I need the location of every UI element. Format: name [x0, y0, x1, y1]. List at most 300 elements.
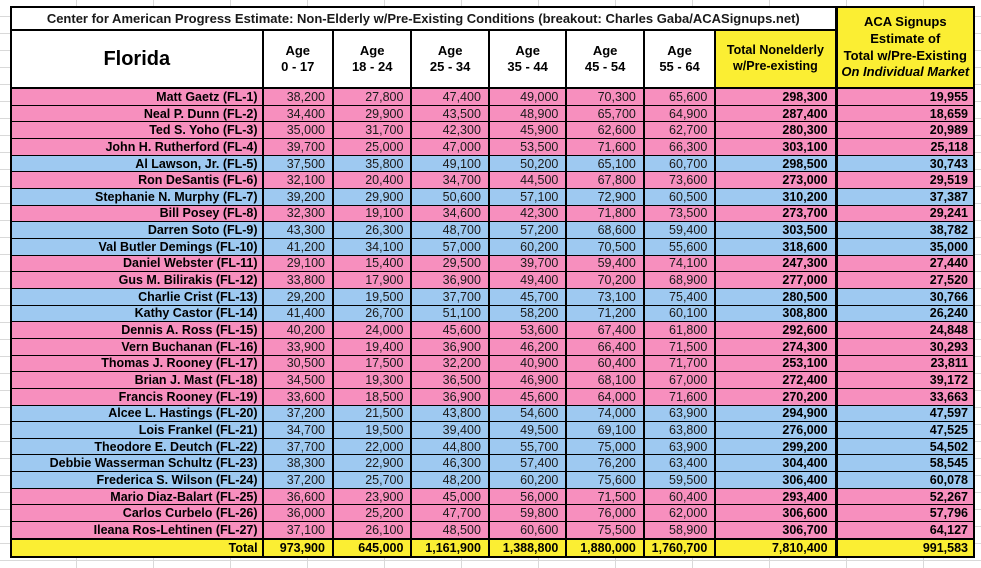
- age-value-cell[interactable]: 22,000: [333, 438, 411, 455]
- age-value-cell[interactable]: 67,400: [566, 322, 643, 339]
- age-value-cell[interactable]: 34,700: [411, 172, 488, 189]
- age-header-0-17[interactable]: [263, 30, 333, 88]
- age-value-cell[interactable]: 74,100: [644, 255, 715, 272]
- district-name-cell[interactable]: Brian J. Mast (FL-18): [11, 372, 263, 389]
- age-value-cell[interactable]: 32,300: [263, 205, 333, 222]
- age-value-cell[interactable]: 45,000: [411, 488, 488, 505]
- aca-value-cell[interactable]: 47,597: [836, 405, 974, 422]
- age-range: 35 - 44: [507, 59, 548, 74]
- age-value-cell[interactable]: 25,000: [333, 139, 411, 156]
- age-value-cell[interactable]: 71,200: [566, 305, 643, 322]
- age-value-cell[interactable]: 75,500: [566, 522, 643, 539]
- age-value-cell[interactable]: 60,400: [644, 488, 715, 505]
- age-value-cell[interactable]: 32,200: [411, 355, 488, 372]
- aca-value-cell[interactable]: 39,172: [836, 372, 974, 389]
- total-value-cell[interactable]: 273,000: [715, 172, 836, 189]
- age-total-cell[interactable]: 973,900: [263, 539, 333, 557]
- age-value-cell[interactable]: 49,400: [489, 272, 566, 289]
- age-header-45-54[interactable]: [566, 30, 643, 88]
- district-name-cell[interactable]: Theodore E. Deutch (FL-22): [11, 438, 263, 455]
- age-value-cell[interactable]: 54,600: [489, 405, 566, 422]
- total-value-cell[interactable]: 306,600: [715, 505, 836, 522]
- aca-value-cell[interactable]: 25,118: [836, 139, 974, 156]
- age-value-cell[interactable]: 37,200: [263, 405, 333, 422]
- age-value-cell[interactable]: 48,900: [489, 105, 566, 122]
- age-value-cell[interactable]: 35,000: [263, 122, 333, 139]
- age-value-cell[interactable]: 60,600: [489, 522, 566, 539]
- district-name-cell[interactable]: Dennis A. Ross (FL-15): [11, 322, 263, 339]
- district-name-cell[interactable]: Darren Soto (FL-9): [11, 222, 263, 239]
- table-row: [11, 255, 974, 272]
- age-label: Age: [359, 42, 385, 58]
- age-value-cell[interactable]: 64,000: [566, 388, 643, 405]
- age-value-cell[interactable]: 62,600: [566, 122, 643, 139]
- age-value-cell[interactable]: 47,000: [411, 139, 488, 156]
- total-label-cell[interactable]: Total: [11, 539, 263, 557]
- age-value-cell[interactable]: 26,100: [333, 522, 411, 539]
- age-header-25-34[interactable]: [411, 30, 488, 88]
- total-value-cell[interactable]: 273,700: [715, 205, 836, 222]
- total-value-cell[interactable]: 306,400: [715, 472, 836, 489]
- age-value-cell[interactable]: 43,500: [411, 105, 488, 122]
- total-value-cell[interactable]: 308,800: [715, 305, 836, 322]
- aca-value-cell[interactable]: 19,955: [836, 88, 974, 105]
- aca-header-italic-line: On Individual Market: [841, 64, 970, 80]
- age-value-cell[interactable]: 76,200: [566, 455, 643, 472]
- age-range: 45 - 54: [584, 59, 626, 74]
- age-value-cell[interactable]: 34,500: [263, 372, 333, 389]
- age-value-cell[interactable]: 73,100: [566, 288, 643, 305]
- age-value-cell[interactable]: 45,600: [411, 322, 488, 339]
- district-name-cell[interactable]: Mario Diaz-Balart (FL-25): [11, 488, 263, 505]
- age-value-cell[interactable]: 25,200: [333, 505, 411, 522]
- age-value-cell[interactable]: 73,600: [644, 172, 715, 189]
- aca-header-line: Total w/Pre-Existing: [843, 47, 967, 63]
- age-value-cell[interactable]: 58,900: [644, 522, 715, 539]
- age-value-cell[interactable]: 60,200: [489, 238, 566, 255]
- total-value-cell[interactable]: 304,400: [715, 455, 836, 472]
- aca-value-cell[interactable]: 60,078: [836, 472, 974, 489]
- table-row: [11, 388, 974, 405]
- aca-value-cell[interactable]: 18,659: [836, 105, 974, 122]
- age-value-cell[interactable]: 60,700: [644, 155, 715, 172]
- age-value-cell[interactable]: 36,900: [411, 388, 488, 405]
- age-value-cell[interactable]: 63,400: [644, 455, 715, 472]
- age-value-cell[interactable]: 50,600: [411, 188, 488, 205]
- district-name-cell[interactable]: Al Lawson, Jr. (FL-5): [11, 155, 263, 172]
- aca-value-cell[interactable]: 38,782: [836, 222, 974, 239]
- age-header-35-44[interactable]: [489, 30, 566, 88]
- district-name-cell[interactable]: Stephanie N. Murphy (FL-7): [11, 188, 263, 205]
- total-value-cell[interactable]: 299,200: [715, 438, 836, 455]
- age-value-cell[interactable]: 46,300: [411, 455, 488, 472]
- age-value-cell[interactable]: 71,600: [566, 139, 643, 156]
- table-title[interactable]: Center for American Progress Estimate: Non-Elderly w/Pre-Existing Conditions (breakout: Charles Gaba/ACASignups.net): [11, 7, 836, 30]
- age-value-cell[interactable]: 74,000: [566, 405, 643, 422]
- age-value-cell[interactable]: 46,200: [489, 338, 566, 355]
- age-value-cell[interactable]: 41,200: [263, 238, 333, 255]
- district-name-cell[interactable]: Frederica S. Wilson (FL-24): [11, 472, 263, 489]
- age-value-cell[interactable]: 48,200: [411, 472, 488, 489]
- age-value-cell[interactable]: 36,500: [411, 372, 488, 389]
- aca-value-cell[interactable]: 20,989: [836, 122, 974, 139]
- total-value-cell[interactable]: 303,100: [715, 139, 836, 156]
- aca-value-cell[interactable]: 27,440: [836, 255, 974, 272]
- age-value-cell[interactable]: 69,100: [566, 422, 643, 439]
- age-value-cell[interactable]: 68,600: [566, 222, 643, 239]
- age-value-cell[interactable]: 19,500: [333, 288, 411, 305]
- age-value-cell[interactable]: 51,100: [411, 305, 488, 322]
- district-name-cell[interactable]: Bill Posey (FL-8): [11, 205, 263, 222]
- age-value-cell[interactable]: 50,200: [489, 155, 566, 172]
- district-name-cell[interactable]: Matt Gaetz (FL-1): [11, 88, 263, 105]
- age-value-cell[interactable]: 65,600: [644, 88, 715, 105]
- district-name-cell[interactable]: Val Butler Demings (FL-10): [11, 238, 263, 255]
- age-value-cell[interactable]: 34,400: [263, 105, 333, 122]
- district-name-cell[interactable]: Ileana Ros-Lehtinen (FL-27): [11, 522, 263, 539]
- age-value-cell[interactable]: 23,900: [333, 488, 411, 505]
- spreadsheet-table: [10, 6, 975, 558]
- total-value-cell[interactable]: 276,000: [715, 422, 836, 439]
- age-value-cell[interactable]: 38,200: [263, 88, 333, 105]
- table-row: [11, 338, 974, 355]
- district-name-cell[interactable]: Lois Frankel (FL-21): [11, 422, 263, 439]
- age-value-cell[interactable]: 61,800: [644, 322, 715, 339]
- district-name-cell[interactable]: Charlie Crist (FL-13): [11, 288, 263, 305]
- district-name-cell[interactable]: Debbie Wasserman Schultz (FL-23): [11, 455, 263, 472]
- table-row: [11, 438, 974, 455]
- age-label: Age: [667, 42, 692, 58]
- age-value-cell[interactable]: 25,700: [333, 472, 411, 489]
- table-row: [11, 288, 974, 305]
- district-name-cell[interactable]: Gus M. Bilirakis (FL-12): [11, 272, 263, 289]
- aca-value-cell[interactable]: 24,848: [836, 322, 974, 339]
- age-value-cell[interactable]: 26,300: [333, 222, 411, 239]
- table-row: [11, 405, 974, 422]
- age-value-cell[interactable]: 39,200: [263, 188, 333, 205]
- age-value-cell[interactable]: 33,900: [263, 338, 333, 355]
- age-value-cell[interactable]: 37,700: [411, 288, 488, 305]
- age-value-cell[interactable]: 27,800: [333, 88, 411, 105]
- total-header-line: Total Nonelderly: [726, 43, 824, 58]
- age-value-cell[interactable]: 59,500: [644, 472, 715, 489]
- aca-value-cell[interactable]: 58,545: [836, 455, 974, 472]
- age-header-18-24[interactable]: [333, 30, 411, 88]
- age-value-cell[interactable]: 57,200: [489, 222, 566, 239]
- age-value-cell[interactable]: 71,700: [644, 355, 715, 372]
- aca-value-cell[interactable]: 30,766: [836, 288, 974, 305]
- total-value-cell[interactable]: 298,500: [715, 155, 836, 172]
- age-value-cell[interactable]: 36,000: [263, 505, 333, 522]
- age-value-cell[interactable]: 29,200: [263, 288, 333, 305]
- total-value-cell[interactable]: 293,400: [715, 488, 836, 505]
- age-value-cell[interactable]: 60,100: [644, 305, 715, 322]
- age-value-cell[interactable]: 33,600: [263, 388, 333, 405]
- table-row: [11, 372, 974, 389]
- district-name-cell[interactable]: Daniel Webster (FL-11): [11, 255, 263, 272]
- age-value-cell[interactable]: 19,300: [333, 372, 411, 389]
- district-rows: [11, 88, 974, 557]
- age-value-cell[interactable]: 19,500: [333, 422, 411, 439]
- age-value-cell[interactable]: 71,500: [644, 338, 715, 355]
- total-value-cell[interactable]: 274,300: [715, 338, 836, 355]
- age-value-cell[interactable]: 53,500: [489, 139, 566, 156]
- grand-total-cell[interactable]: 7,810,400: [715, 539, 836, 557]
- age-value-cell[interactable]: 29,500: [411, 255, 488, 272]
- age-value-cell[interactable]: 70,300: [566, 88, 643, 105]
- total-value-cell[interactable]: 318,600: [715, 238, 836, 255]
- age-value-cell[interactable]: 59,400: [566, 255, 643, 272]
- total-value-cell[interactable]: 306,700: [715, 522, 836, 539]
- aca-value-cell[interactable]: 30,293: [836, 338, 974, 355]
- state-header[interactable]: Florida: [11, 30, 263, 88]
- age-value-cell[interactable]: 63,900: [644, 438, 715, 455]
- age-label: Age: [285, 42, 311, 58]
- age-value-cell[interactable]: 57,100: [489, 188, 566, 205]
- district-name-cell[interactable]: Thomas J. Rooney (FL-17): [11, 355, 263, 372]
- age-value-cell[interactable]: 34,100: [333, 238, 411, 255]
- age-value-cell[interactable]: 41,400: [263, 305, 333, 322]
- age-value-cell[interactable]: 71,800: [566, 205, 643, 222]
- age-range: 25 - 34: [429, 59, 471, 74]
- district-name-cell[interactable]: Carlos Curbelo (FL-26): [11, 505, 263, 522]
- total-value-cell[interactable]: 287,400: [715, 105, 836, 122]
- age-value-cell[interactable]: 31,700: [333, 122, 411, 139]
- age-value-cell[interactable]: 55,600: [644, 238, 715, 255]
- table-row: [11, 472, 974, 489]
- age-value-cell[interactable]: 30,500: [263, 355, 333, 372]
- aca-estimate-header[interactable]: [836, 7, 974, 88]
- age-value-cell[interactable]: 29,100: [263, 255, 333, 272]
- age-value-cell[interactable]: 43,800: [411, 405, 488, 422]
- age-value-cell[interactable]: 70,200: [566, 272, 643, 289]
- district-name-cell[interactable]: Francis Rooney (FL-19): [11, 388, 263, 405]
- age-value-cell[interactable]: 70,500: [566, 238, 643, 255]
- age-value-cell[interactable]: 62,700: [644, 122, 715, 139]
- total-value-cell[interactable]: 272,400: [715, 372, 836, 389]
- age-value-cell[interactable]: 18,500: [333, 388, 411, 405]
- age-value-cell[interactable]: 36,900: [411, 272, 488, 289]
- age-value-cell[interactable]: 17,500: [333, 355, 411, 372]
- age-value-cell[interactable]: 49,500: [489, 422, 566, 439]
- age-value-cell[interactable]: 48,700: [411, 222, 488, 239]
- age-value-cell[interactable]: 42,300: [411, 122, 488, 139]
- age-value-cell[interactable]: 72,900: [566, 188, 643, 205]
- table-row: [11, 122, 974, 139]
- age-value-cell[interactable]: 60,200: [489, 472, 566, 489]
- age-value-cell[interactable]: 44,500: [489, 172, 566, 189]
- age-range: 0 - 17: [281, 59, 315, 74]
- age-value-cell[interactable]: 46,900: [489, 372, 566, 389]
- age-label: Age: [515, 42, 540, 58]
- district-name-cell[interactable]: Neal P. Dunn (FL-2): [11, 105, 263, 122]
- age-value-cell[interactable]: 58,200: [489, 305, 566, 322]
- district-name-cell[interactable]: Alcee L. Hastings (FL-20): [11, 405, 263, 422]
- age-value-cell[interactable]: 48,500: [411, 522, 488, 539]
- age-value-cell[interactable]: 47,400: [411, 88, 488, 105]
- age-value-cell[interactable]: 15,400: [333, 255, 411, 272]
- age-value-cell[interactable]: 17,900: [333, 272, 411, 289]
- age-value-cell[interactable]: 34,700: [263, 422, 333, 439]
- age-value-cell[interactable]: 26,700: [333, 305, 411, 322]
- aca-value-cell[interactable]: 33,663: [836, 388, 974, 405]
- age-value-cell[interactable]: 63,800: [644, 422, 715, 439]
- age-value-cell[interactable]: 43,300: [263, 222, 333, 239]
- aca-value-cell[interactable]: 37,387: [836, 188, 974, 205]
- age-value-cell[interactable]: 36,600: [263, 488, 333, 505]
- table-row: [11, 222, 974, 239]
- age-value-cell[interactable]: 39,400: [411, 422, 488, 439]
- age-value-cell[interactable]: 71,600: [644, 388, 715, 405]
- table-row: [11, 155, 974, 172]
- age-value-cell[interactable]: 49,000: [489, 88, 566, 105]
- aca-header-line: Estimate of: [870, 30, 941, 46]
- age-value-cell[interactable]: 49,100: [411, 155, 488, 172]
- total-value-cell[interactable]: 277,000: [715, 272, 836, 289]
- age-value-cell[interactable]: 44,800: [411, 438, 488, 455]
- table-row: [11, 305, 974, 322]
- aca-value-cell[interactable]: 54,502: [836, 438, 974, 455]
- district-name-cell[interactable]: Ron DeSantis (FL-6): [11, 172, 263, 189]
- age-value-cell[interactable]: 75,000: [566, 438, 643, 455]
- age-value-cell[interactable]: 37,200: [263, 472, 333, 489]
- age-value-cell[interactable]: 76,000: [566, 505, 643, 522]
- total-value-cell[interactable]: 303,500: [715, 222, 836, 239]
- table-row: [11, 205, 974, 222]
- age-value-cell[interactable]: 39,700: [263, 139, 333, 156]
- age-value-cell[interactable]: 73,500: [644, 205, 715, 222]
- age-value-cell[interactable]: 37,100: [263, 522, 333, 539]
- age-total-cell[interactable]: 1,388,800: [489, 539, 566, 557]
- table-row: [11, 188, 974, 205]
- age-value-cell[interactable]: 56,000: [489, 488, 566, 505]
- total-value-cell[interactable]: 292,600: [715, 322, 836, 339]
- age-value-cell[interactable]: 37,500: [263, 155, 333, 172]
- aca-value-cell[interactable]: 35,000: [836, 238, 974, 255]
- district-name-cell[interactable]: Kathy Castor (FL-14): [11, 305, 263, 322]
- age-value-cell[interactable]: 29,900: [333, 105, 411, 122]
- age-value-cell[interactable]: 40,200: [263, 322, 333, 339]
- age-value-cell[interactable]: 22,900: [333, 455, 411, 472]
- aca-value-cell[interactable]: 26,240: [836, 305, 974, 322]
- title-row: [11, 7, 974, 30]
- age-value-cell[interactable]: 45,900: [489, 122, 566, 139]
- age-value-cell[interactable]: 47,700: [411, 505, 488, 522]
- age-value-cell[interactable]: 37,700: [263, 438, 333, 455]
- age-value-cell[interactable]: 35,800: [333, 155, 411, 172]
- total-nonelderly-header[interactable]: [715, 30, 836, 88]
- age-value-cell[interactable]: 53,600: [489, 322, 566, 339]
- age-value-cell[interactable]: 65,700: [566, 105, 643, 122]
- table-row: [11, 272, 974, 289]
- aca-value-cell[interactable]: 29,241: [836, 205, 974, 222]
- age-value-cell[interactable]: 64,900: [644, 105, 715, 122]
- aca-value-cell[interactable]: 64,127: [836, 522, 974, 539]
- district-name-cell[interactable]: Vern Buchanan (FL-16): [11, 338, 263, 355]
- total-value-cell[interactable]: 247,300: [715, 255, 836, 272]
- age-total-cell[interactable]: 1,880,000: [566, 539, 643, 557]
- age-value-cell[interactable]: 24,000: [333, 322, 411, 339]
- district-name-cell[interactable]: John H. Rutherford (FL-4): [11, 139, 263, 156]
- age-value-cell[interactable]: 39,700: [489, 255, 566, 272]
- age-label: Age: [592, 42, 618, 58]
- age-value-cell[interactable]: 60,500: [644, 188, 715, 205]
- age-value-cell[interactable]: 40,900: [489, 355, 566, 372]
- age-value-cell[interactable]: 19,100: [333, 205, 411, 222]
- aca-value-cell[interactable]: 23,811: [836, 355, 974, 372]
- total-value-cell[interactable]: 270,200: [715, 388, 836, 405]
- table-row: [11, 505, 974, 522]
- aca-total-cell[interactable]: 991,583: [836, 539, 974, 557]
- age-value-cell[interactable]: 21,500: [333, 405, 411, 422]
- column-header-row: [11, 30, 974, 88]
- age-value-cell[interactable]: 36,900: [411, 338, 488, 355]
- age-value-cell[interactable]: 57,000: [411, 238, 488, 255]
- age-value-cell[interactable]: 60,400: [566, 355, 643, 372]
- age-header-55-64[interactable]: [644, 30, 715, 88]
- district-name-cell[interactable]: Ted S. Yoho (FL-3): [11, 122, 263, 139]
- age-value-cell[interactable]: 34,600: [411, 205, 488, 222]
- age-value-cell[interactable]: 38,300: [263, 455, 333, 472]
- table-row: [11, 355, 974, 372]
- age-total-cell[interactable]: 645,000: [333, 539, 411, 557]
- age-total-cell[interactable]: 1,760,700: [644, 539, 715, 557]
- age-value-cell[interactable]: 45,700: [489, 288, 566, 305]
- age-value-cell[interactable]: 45,600: [489, 388, 566, 405]
- total-value-cell[interactable]: 298,300: [715, 88, 836, 105]
- age-value-cell[interactable]: 68,900: [644, 272, 715, 289]
- total-value-cell[interactable]: 253,100: [715, 355, 836, 372]
- total-value-cell[interactable]: 280,500: [715, 288, 836, 305]
- age-value-cell[interactable]: 63,900: [644, 405, 715, 422]
- age-value-cell[interactable]: 66,400: [566, 338, 643, 355]
- age-value-cell[interactable]: 62,000: [644, 505, 715, 522]
- age-value-cell[interactable]: 65,100: [566, 155, 643, 172]
- total-row: [11, 539, 974, 557]
- aca-value-cell[interactable]: 57,796: [836, 505, 974, 522]
- age-total-cell[interactable]: 1,161,900: [411, 539, 488, 557]
- total-header-line: w/Pre-existing: [733, 59, 818, 73]
- age-value-cell[interactable]: 59,400: [644, 222, 715, 239]
- age-value-cell[interactable]: 42,300: [489, 205, 566, 222]
- age-value-cell[interactable]: 19,400: [333, 338, 411, 355]
- age-value-cell[interactable]: 75,400: [644, 288, 715, 305]
- age-value-cell[interactable]: 59,800: [489, 505, 566, 522]
- aca-value-cell[interactable]: 29,519: [836, 172, 974, 189]
- age-value-cell[interactable]: 71,500: [566, 488, 643, 505]
- age-value-cell[interactable]: 20,400: [333, 172, 411, 189]
- age-value-cell[interactable]: 29,900: [333, 188, 411, 205]
- table-row: [11, 488, 974, 505]
- age-value-cell[interactable]: 75,600: [566, 472, 643, 489]
- total-value-cell[interactable]: 294,900: [715, 405, 836, 422]
- aca-value-cell[interactable]: 52,267: [836, 488, 974, 505]
- aca-value-cell[interactable]: 27,520: [836, 272, 974, 289]
- aca-value-cell[interactable]: 30,743: [836, 155, 974, 172]
- age-value-cell[interactable]: 55,700: [489, 438, 566, 455]
- age-value-cell[interactable]: 67,800: [566, 172, 643, 189]
- age-value-cell[interactable]: 32,100: [263, 172, 333, 189]
- age-value-cell[interactable]: 66,300: [644, 139, 715, 156]
- total-value-cell[interactable]: 310,200: [715, 188, 836, 205]
- age-value-cell[interactable]: 67,000: [644, 372, 715, 389]
- age-value-cell[interactable]: 33,800: [263, 272, 333, 289]
- age-range: 55 - 64: [659, 59, 700, 74]
- total-value-cell[interactable]: 280,300: [715, 122, 836, 139]
- age-value-cell[interactable]: 68,100: [566, 372, 643, 389]
- aca-value-cell[interactable]: 47,525: [836, 422, 974, 439]
- age-value-cell[interactable]: 57,400: [489, 455, 566, 472]
